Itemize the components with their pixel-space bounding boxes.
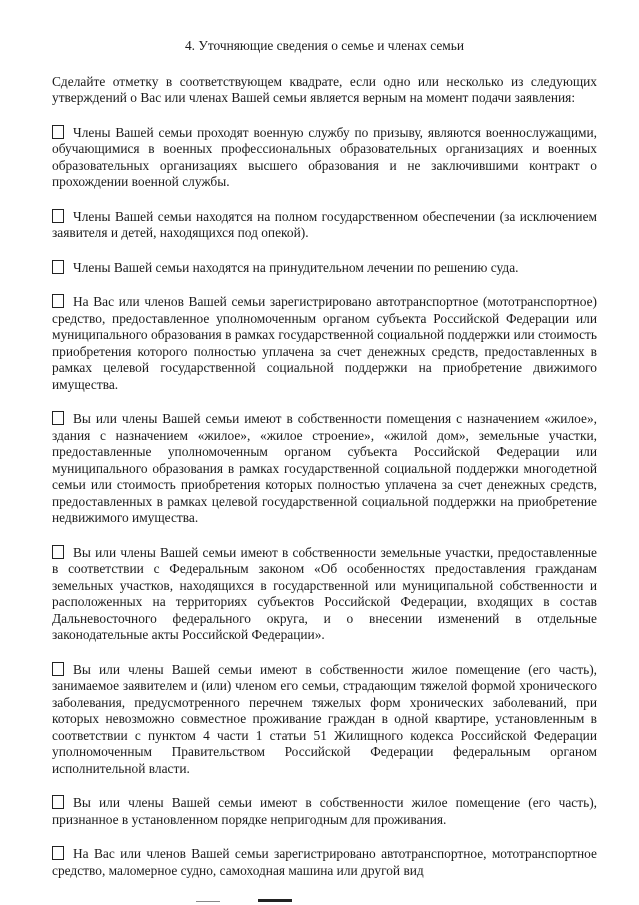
- item-text: Члены Вашей семьи находятся на принудительном лечении по решению суда.: [73, 259, 519, 275]
- item-compulsory-treatment: [52, 260, 597, 277]
- item-unfit-housing: [52, 795, 597, 828]
- checkbox[interactable]: [52, 846, 64, 860]
- checkbox[interactable]: [52, 209, 64, 223]
- item-vehicle-support: [52, 294, 597, 393]
- item-text: Вы или члены Вашей семьи имеют в собственности жилое помещение (его часть), занимаемое заявителем и (или) членом его семьи, страдающим тяжелой формой хронического заболевания, предусмотренного перечнем тяжелых форм хронических заболеваний, при которых невозможно совместное проживание граждан в одной квартире, установленным в соответствии с пунктом 4 части 1 статьи 51 Жилищного кодекса Российской Федерации уполномоченным Правительством Российской Федерации федеральным органом исполнительной власти.: [52, 661, 597, 776]
- checkbox[interactable]: [52, 795, 64, 809]
- section-title: 4. Уточняющие сведения о семье и членах семьи: [184, 38, 465, 53]
- item-chronic-disease-housing: [52, 662, 597, 778]
- checkbox[interactable]: [52, 545, 64, 559]
- item-text: На Вас или членов Вашей семьи зарегистрировано автотранспортное, мототранспортное средство, маломерное судно, самоходная машина или другой вид: [52, 846, 597, 878]
- checkbox[interactable]: [52, 662, 64, 676]
- item-state-support: [52, 209, 597, 242]
- page-edge-bar: [258, 899, 292, 902]
- checkbox[interactable]: [52, 294, 64, 308]
- item-text: Вы или члены Вашей семьи имеют в собственности земельные участки, предоставленные в соответствии с Федеральным законом «Об особенностях предоставления гражданам земельных участков, находящихся в государственной или муниципальной собственности и расположенных на территориях субъектов Российской Федерации, входящих в состав Дальневосточного федерального округа, и о внесении изменений в отдельные законодательные акты Российской Федерации».: [52, 544, 597, 642]
- item-text: Члены Вашей семьи находятся на полном государственном обеспечении (за исключением заявителя и детей, находящихся под опекой).: [52, 208, 597, 240]
- item-text: Вы или члены Вашей семьи имеют в собственности помещения с назначением «жилое», здания с назначением «жилое», «жилое строение», «жилой дом», земельные участки, предоставленные уполномоченным органом субъекта Российской Федерации или муниципального образования в рамках государственной социальной поддержки многодетной семьи или стоимость приобретения которых полностью уплачена за счет денежных средств, предоставленных в рамках целевой государственной социальной поддержки на приобретение недвижимого имущества.: [52, 411, 597, 525]
- item-far-east-land: [52, 545, 597, 644]
- checkbox[interactable]: [52, 411, 64, 425]
- checkbox[interactable]: [52, 125, 64, 139]
- item-residential-property: [52, 411, 597, 527]
- page-edge-mark: [196, 901, 220, 902]
- intro-paragraph: Сделайте отметку в соответствующем квадрате, если одно или несколько из следующих утверждений о Вас или членах Вашей семьи является верным на момент подачи заявления:: [52, 73, 597, 105]
- item-text: Члены Вашей семьи проходят военную службу по призыву, являются военнослужащими, обучающимися в военных профессиональных образовательных организациях и военных образовательных организациях высшего образования и не заключившими контракт о прохождении военной службы.: [52, 124, 597, 189]
- item-text: На Вас или членов Вашей семьи зарегистрировано автотранспортное (мототранспортное) средство, предоставленное уполномоченным органом субъекта Российской Федерации или муниципального образования в рамках государственной социальной поддержки или стоимость приобретения которого полностью уплачена за счет денежных средств, предоставленных в рамках целевой государственной социальной поддержки на приобретение движимого имущества.: [52, 294, 597, 392]
- item-military-service: [52, 125, 597, 191]
- document-page: [52, 38, 597, 897]
- item-text: Вы или члены Вашей семьи имеют в собственности жилое помещение (его часть), признанное в установленном порядке непригодным для проживания.: [52, 795, 597, 827]
- item-registered-vehicles: [52, 846, 597, 879]
- checkbox[interactable]: [52, 260, 64, 274]
